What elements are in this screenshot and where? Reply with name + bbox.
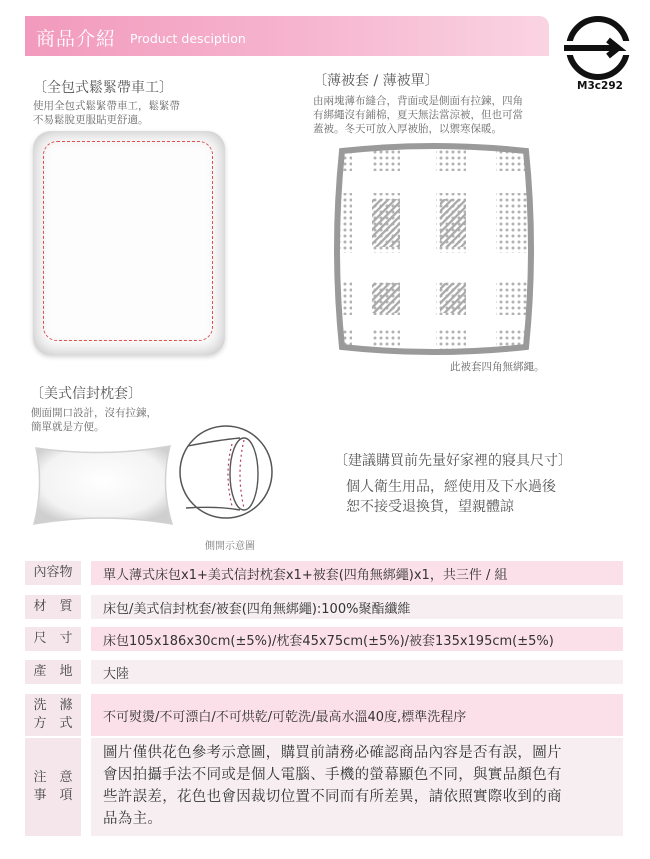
advice-line-1: 個人衛生用品，經使用及下水過後 bbox=[346, 479, 556, 495]
spec-label: 內容物 bbox=[25, 561, 81, 585]
spec-label: 尺 寸 bbox=[25, 627, 81, 651]
header-title: 商品介紹 bbox=[36, 28, 117, 50]
notes-line-3: 些許誤差，花色也會因裁切位置不同而有所差異，請依照實際收到的商 bbox=[103, 789, 562, 805]
duvet-desc-2: 有綁繩沒有鋪棉，夏天無法當涼被，但也可當 bbox=[313, 109, 523, 121]
elastic-stitch-line bbox=[43, 141, 213, 341]
spec-value: 床包/美式信封枕套/被套(四角無綁繩):100%聚酯纖維 bbox=[91, 595, 623, 619]
pillow-image bbox=[28, 440, 178, 530]
fitted-sheet-title: 〔全包式鬆緊帶車工〕 bbox=[33, 80, 173, 96]
spec-label bbox=[25, 694, 81, 736]
spec-value: 不可熨燙/不可漂白/不可烘乾/可乾洗/最高水溫40度,標準洗程序 bbox=[91, 694, 623, 736]
pillow-side-opening-diagram bbox=[178, 410, 274, 528]
duvet-desc-3: 蓋被。冬天可放入厚被胎，以禦寒保暖。 bbox=[313, 123, 502, 135]
fitted-sheet-desc-2: 不易鬆脫更服貼更舒適。 bbox=[33, 114, 149, 126]
fitted-sheet-image bbox=[33, 131, 225, 355]
spec-label-line: 事 項 bbox=[33, 788, 73, 803]
fitted-sheet-desc-1: 使用全包式鬆緊帶車工，鬆緊帶 bbox=[33, 100, 180, 112]
duvet-desc-1: 由兩塊薄布縫合，背面或是側面有拉鍊，四角 bbox=[313, 95, 523, 107]
pillowcase-desc-2: 簡單就是方便。 bbox=[31, 421, 105, 433]
duvet-note: 此被套四角無綁繩。 bbox=[450, 361, 545, 373]
spec-row-size bbox=[25, 627, 623, 651]
pillowcase-title: 〔美式信封枕套〕 bbox=[30, 386, 142, 402]
spec-row-material bbox=[25, 595, 623, 619]
spec-label: 材 質 bbox=[25, 595, 81, 619]
spec-value: 床包105x186x30cm(±5%)/枕套45x75cm(±5%)/被套135x195cm(±5%) bbox=[91, 627, 623, 651]
certification-code: M3c292 bbox=[577, 80, 623, 92]
spec-label-line: 方 式 bbox=[33, 716, 73, 731]
spec-label: 產 地 bbox=[25, 660, 81, 684]
pillowcase-desc-1: 側面開口設計，沒有拉鍊， bbox=[31, 407, 157, 419]
spec-label bbox=[25, 738, 81, 836]
header-subtitle: Product desciption bbox=[130, 31, 246, 46]
duvet-illustration bbox=[330, 143, 538, 355]
advice-title: 〔建議購買前先量好家裡的寢具尺寸〕 bbox=[334, 453, 572, 469]
spec-value bbox=[91, 738, 623, 836]
spec-row-washing bbox=[25, 694, 623, 736]
duvet-title: 〔薄被套 / 薄被單〕 bbox=[313, 73, 439, 89]
spec-row-contents bbox=[25, 561, 623, 585]
notes-line-4: 品為主。 bbox=[103, 811, 163, 827]
spec-row-notes bbox=[25, 738, 623, 836]
spec-value: 大陸 bbox=[91, 660, 623, 684]
spec-value: 單人薄式床包x1+美式信封枕套x1+被套(四角無綁繩)x1，共三件 / 組 bbox=[91, 561, 623, 585]
advice-line-2: 恕不接受退換貨，望親體諒 bbox=[346, 499, 514, 515]
spec-label-line: 注 意 bbox=[33, 770, 73, 785]
notes-line-2: 會因拍攝手法不同或是個人電腦、手機的螢幕顯色不同，與實品顏色有 bbox=[103, 767, 562, 783]
spec-label-line: 洗 滌 bbox=[33, 698, 73, 713]
spec-row-origin bbox=[25, 660, 623, 684]
notes-line-1: 圖片僅供花色參考示意圖，購買前請務必確認商品內容是否有誤，圖片 bbox=[103, 745, 562, 761]
pillow-diagram-caption: 側開示意圖 bbox=[205, 541, 255, 552]
